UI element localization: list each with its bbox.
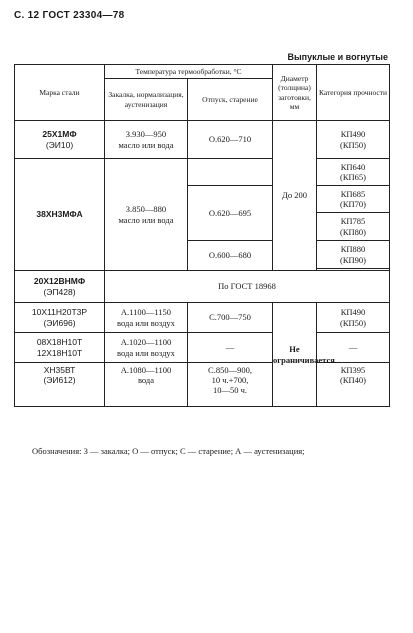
grade-38xn3mfa: 38ХН3МФА <box>15 159 105 271</box>
category-08x18n10t: — <box>317 333 390 363</box>
header-grade: Марка стали <box>15 65 105 121</box>
header-temper: Отпуск, старение <box>188 79 273 121</box>
temper-38xn3mfa-blank <box>188 159 273 186</box>
category-10x11n20t3r: КП490 (КП50) <box>317 303 390 333</box>
grade-08x18n10t: 08Х18Н10Т 12Х18Н10Т <box>15 333 105 363</box>
quench-25x1mf: З.930—950 масло или вода <box>105 121 188 159</box>
category-kp640: КП640 (КП65) <box>317 159 390 186</box>
gost-18968-reference: По ГОСТ 18968 <box>105 271 390 303</box>
grade-25x1mf: 25Х1МФ (ЭИ10) <box>15 121 105 159</box>
quench-38xn3mfa: З.850—880 масло или вода <box>105 159 188 271</box>
header-quench: Закалка, нормализация, аустенизация <box>105 79 188 121</box>
header-temperature: Температура термообработки, °С <box>105 65 273 79</box>
grade-10x11n20t3r: 10Х11Н20Т3Р (ЭИ696) <box>15 303 105 333</box>
temper-10x11n20t3r: С.700—750 <box>188 303 273 333</box>
diameter-unlimited: Не ограничивается <box>273 303 317 407</box>
category-xn35vt: КП395 (КП40) <box>317 363 390 407</box>
notation-legend: Обозначения: З — закалка; О — отпуск; С — старение; А — аустенизация; <box>32 446 305 456</box>
header-category: Категория прочности <box>317 65 390 121</box>
table-continuation-label: Выпуклые и вогнутые <box>287 52 388 62</box>
category-kp785: КП785 (КП80) <box>317 213 390 241</box>
category-kp685: КП685 (КП70) <box>317 186 390 213</box>
quench-08x18n10t: А.1020—1100 вода или воздух <box>105 333 188 363</box>
category-kp490: КП490 (КП50) <box>317 121 390 159</box>
temper-xn35vt: С.850—900, 10 ч.+700, 10—50 ч. <box>188 363 273 407</box>
grade-xn35vt: ХН35ВТ (ЭИ612) <box>15 363 105 407</box>
temper-38xn3mfa-b: О.600—680 <box>188 241 273 271</box>
temper-25x1mf: О.620—710 <box>188 121 273 159</box>
heat-treatment-table <box>14 64 390 407</box>
temper-38xn3mfa-a: О.620—695 <box>188 186 273 241</box>
temper-08x18n10t: — <box>188 333 273 363</box>
page-header: С. 12 ГОСТ 23304—78 <box>14 10 125 21</box>
header-diameter: Диаметр (толщина) заготовки, мм <box>273 65 317 121</box>
diameter-up-to-200: До 200 <box>273 121 317 271</box>
grade-20x12vnmf: 20Х12ВНМФ (ЭП428) <box>15 271 105 303</box>
quench-xn35vt: А.1080—1100 вода <box>105 363 188 407</box>
quench-10x11n20t3r: А.1100—1150 вода или воздух <box>105 303 188 333</box>
category-kp880: КП880 (КП90) <box>317 241 390 269</box>
